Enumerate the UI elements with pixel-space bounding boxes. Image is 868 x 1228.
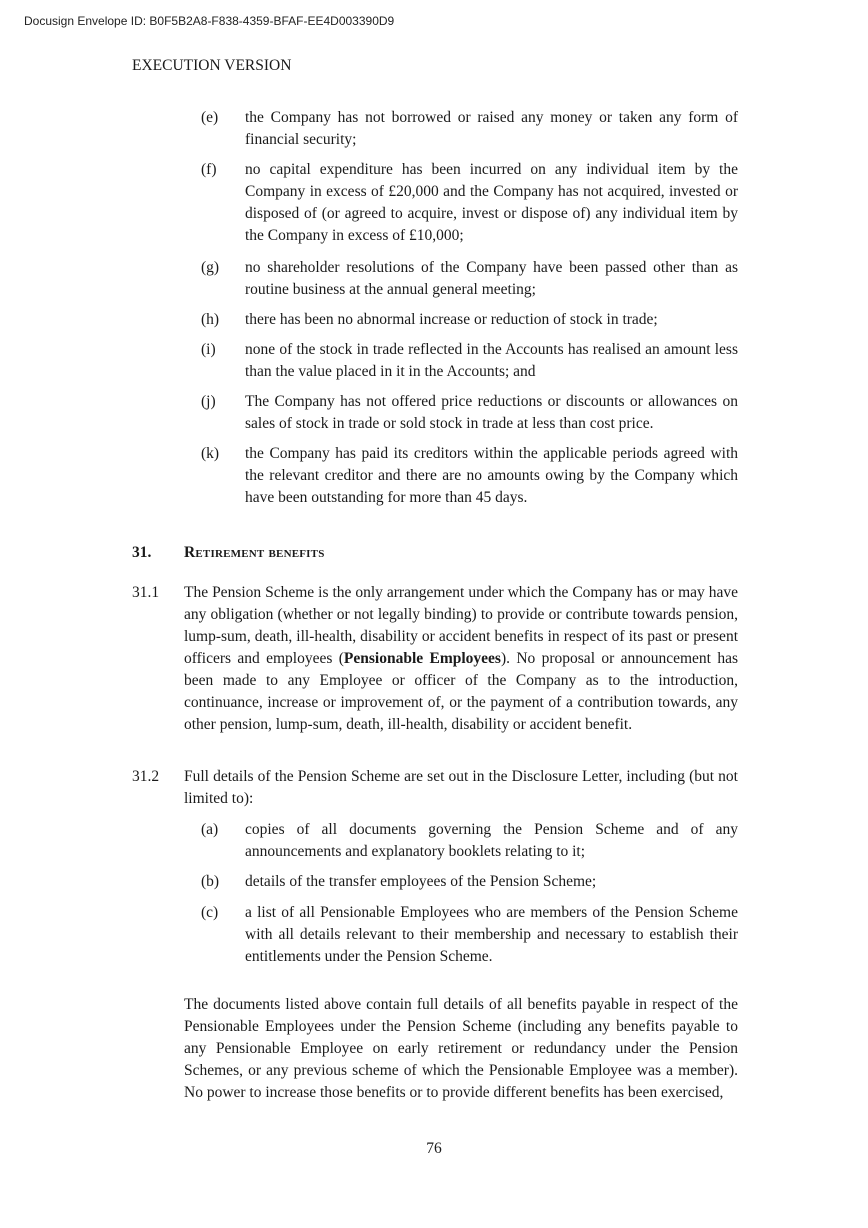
page-number: 76 <box>426 1140 442 1157</box>
list-item-i <box>201 339 738 383</box>
item-label: (e) <box>201 109 219 126</box>
item-label: (i) <box>201 341 216 358</box>
list-item-h <box>201 309 738 331</box>
execution-version-header: EXECUTION VERSION <box>132 57 292 74</box>
item-text: none of the stock in trade reflected in the Accounts has realised an amount less than the value placed in it in the Accounts; and <box>245 341 738 380</box>
section-title: Retirement benefits <box>184 544 325 561</box>
section-heading <box>132 544 325 562</box>
clause-text-part: ). No proposal or announcement has been made to any Employee or officer of the Company as to the introduction, continuance, increase or improvement of, or the payment of a contribution towards, any other pension, lump-sum, death, ill-health, disability or accident benefit. <box>184 650 738 733</box>
clause-text-part: The Pension Scheme is the only arrangement under which the Company has or may have any obligation (whether or not legally binding) to provide or contribute towards pension, lump-sum, death, ill-health, disability or accident benefits in respect of its past or present officers and employees ( <box>184 584 738 667</box>
list-item-a <box>201 819 738 863</box>
defined-term: Pensionable Employees <box>343 650 501 667</box>
item-label: (j) <box>201 393 216 410</box>
item-text: no capital expenditure has been incurred on any individual item by the Company in excess of £20,000 and the Company has not acquired, invested or disposed of (or agreed to acquire, invest or dispose of) any individual item by the Company in excess of £10,000; <box>245 161 738 244</box>
item-label: (g) <box>201 259 220 276</box>
closing-paragraph: The documents listed above contain full details of all benefits payable in respect of the Pensionable Employees under the Pension Scheme (including any benefits payable to any Pensionable Employee on early retirement or redundancy under the Pension Schemes, or any previous scheme of which the Pensionable Employee was a member). No power to increase those benefits or to provide different benefits has been exercised, <box>184 996 738 1101</box>
clause-31-2 <box>132 766 738 810</box>
clause-text: Full details of the Pension Scheme are set out in the Disclosure Letter, including (but not limited to): <box>184 768 738 807</box>
item-text: there has been no abnormal increase or reduction of stock in trade; <box>245 311 658 328</box>
list-item-k <box>201 443 738 509</box>
item-text: details of the transfer employees of the Pension Scheme; <box>245 873 597 890</box>
list-item-b <box>201 871 738 893</box>
item-text: The Company has not offered price reductions or discounts or allowances on sales of stock in trade or sold stock in trade at less than cost price. <box>245 393 738 432</box>
envelope-id: Docusign Envelope ID: B0F5B2A8-F838-4359-BFAF-EE4D003390D9 <box>24 14 395 28</box>
item-label: (k) <box>201 445 220 462</box>
clause-label: 31.1 <box>132 584 160 601</box>
clause-label: 31.2 <box>132 768 160 785</box>
item-text: the Company has not borrowed or raised any money or taken any form of financial security; <box>245 109 738 148</box>
clause-text <box>184 582 738 736</box>
item-text: the Company has paid its creditors within the applicable periods agreed with the relevant creditor and there are no amounts owing by the Company which have been outstanding for more than 45 days. <box>245 445 738 506</box>
item-label: (h) <box>201 311 220 328</box>
list-item-g <box>201 257 738 301</box>
item-label: (a) <box>201 821 219 838</box>
item-text: a list of all Pensionable Employees who are members of the Pension Scheme with all details relevant to their membership and necessary to establish their entitlements under the Pension Scheme. <box>245 904 738 965</box>
list-item-j <box>201 391 738 435</box>
list-item-f <box>201 159 738 247</box>
section-number: 31. <box>132 544 152 561</box>
clause-31-1 <box>132 582 738 736</box>
item-label: (b) <box>201 873 220 890</box>
item-label: (f) <box>201 161 217 178</box>
item-text: copies of all documents governing the Pension Scheme and of any announcements and explanatory booklets relating to it; <box>245 821 738 860</box>
list-item-e <box>201 107 738 151</box>
item-label: (c) <box>201 904 219 921</box>
list-item-c <box>201 902 738 968</box>
item-text: no shareholder resolutions of the Company have been passed other than as routine business at the annual general meeting; <box>245 259 738 298</box>
